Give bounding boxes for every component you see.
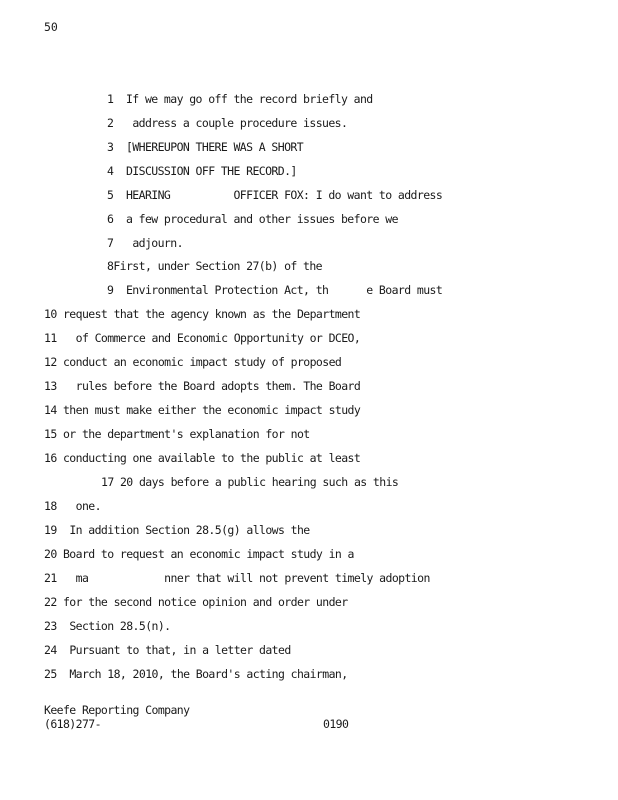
line-number: 9 [107,283,114,297]
line-number: 22 [44,595,57,609]
phone-number: 0190 [323,717,349,731]
line-text: First, under Section 27(b) of the [113,259,323,273]
line-text: or the department's explanation for not [62,427,310,441]
line-text: ma nner that will not prevent timely adoption [75,571,430,585]
line-text: HEARING OFFICER FOX: I do want to address [125,188,443,202]
page-footer [44,703,349,731]
line-number: 13 [44,379,57,393]
page-number: 50 [44,20,58,34]
transcript-line [44,403,360,417]
transcript-line [107,283,442,297]
line-text: Environmental Protection Act, th e Board must [125,283,443,297]
line-number: 12 [44,355,57,369]
line-number: 25 [44,667,57,681]
line-number: 15 [44,427,57,441]
transcript-line [44,523,310,537]
transcript-line [44,427,310,441]
line-number: 4 [107,164,114,178]
transcript-line [44,571,430,585]
transcript-line [107,259,322,273]
line-text: DISCUSSION OFF THE RECORD.] [125,164,297,178]
line-number: 20 [44,547,57,561]
transcript-line [44,331,360,345]
transcript-line [44,595,348,609]
line-number: 3 [107,140,114,154]
transcript-line [44,643,291,657]
transcript-line [44,355,341,369]
line-text: [WHEREUPON THERE WAS A SHORT [125,140,304,154]
line-number: 5 [107,188,114,202]
line-number: 10 [44,307,57,321]
transcript-line [107,116,347,130]
line-text: conduct an economic impact study of proposed [62,355,342,369]
line-text: for the second notice opinion and order under [62,595,348,609]
transcript-line [44,619,171,633]
line-number: 17 [101,475,114,489]
line-number: 18 [44,499,57,513]
line-text: Section 28.5(n). [69,619,171,633]
transcript-line [107,164,297,178]
reporting-company: Keefe Reporting Company [44,703,190,717]
line-text: address a couple procedure issues. [132,116,348,130]
transcript-line [101,475,398,489]
line-text: rules before the Board adopts them. The Board [75,379,361,393]
phone-area: (618)277- [44,717,101,731]
line-text: conducting one available to the public at least [62,451,361,465]
line-number: 23 [44,619,57,633]
line-text: then must make either the economic impact study [62,403,361,417]
line-text: 20 days before a public hearing such as this [119,475,399,489]
line-text: request that the agency known as the Department [62,307,361,321]
line-number: 11 [44,331,57,345]
line-number: 21 [44,571,57,585]
line-text: March 18, 2010, the Board's acting chairman, [69,667,348,681]
transcript-line [107,188,442,202]
line-number: 6 [107,212,114,226]
line-number: 2 [107,116,114,130]
line-text: of Commerce and Economic Opportunity or DCEO, [75,331,361,345]
line-number: 7 [107,236,114,250]
transcript-line [44,499,101,513]
line-text: Board to request an economic impact study in a [62,547,354,561]
transcript-line [44,667,348,681]
transcript-line [107,236,183,250]
line-text: In addition Section 28.5(g) allows the [69,523,310,537]
line-number: 14 [44,403,57,417]
line-number: 24 [44,643,57,657]
transcript-line [44,379,360,393]
line-number: 8 [107,259,114,273]
line-text: If we may go off the record briefly and [125,92,373,106]
line-number: 1 [107,92,114,106]
transcript-line [44,307,360,321]
transcript-line [107,92,373,106]
line-number: 19 [44,523,57,537]
line-text: adjourn. [132,236,183,250]
transcript-line [107,140,303,154]
line-text: one. [75,499,101,513]
transcript-line [107,212,398,226]
transcript-line [44,451,360,465]
line-text: Pursuant to that, in a letter dated [69,643,291,657]
line-number: 16 [44,451,57,465]
transcript-line [44,547,354,561]
line-text: a few procedural and other issues before we [125,212,398,226]
